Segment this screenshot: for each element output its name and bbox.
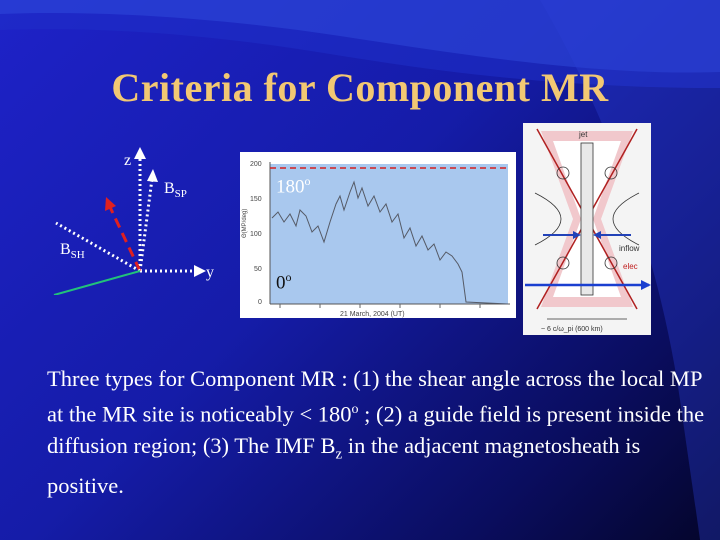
vector-diagram: [52, 145, 232, 300]
body-part-2: ; (2) a guide field is present inside the diffusion region; (3) The IMF B: [47, 401, 705, 458]
sketch-scale-label: ~ 6 c/ω_pi (600 km): [541, 326, 603, 333]
y-tick-0: 0: [258, 299, 262, 306]
y-tick-50: 50: [254, 266, 262, 273]
sketch-inflow-label: inflow: [619, 244, 640, 253]
y-axis-text: y: [206, 264, 214, 281]
y-tick-100: 100: [250, 231, 262, 238]
body-subscript-z: z: [335, 446, 343, 462]
bsh-label: [60, 241, 85, 261]
plot-x-axis-label: 21 March, 2004 (UT): [340, 311, 405, 318]
body-part-1: Three types for Component MR : (1) the shear angle across the local MP at the MR site is noticeably < 180: [47, 366, 702, 427]
annotation-0-value: 0: [276, 272, 286, 294]
annotation-180-value: 180: [276, 176, 305, 198]
criteria-text: [47, 363, 707, 501]
bsh-sub: SH: [70, 249, 85, 262]
plot-y-axis-label: Θ(MP/deg): [242, 208, 248, 238]
y-tick-150: 150: [250, 196, 262, 203]
slide-title: Criteria for Component MR: [111, 65, 609, 110]
annotation-180-degree: o: [304, 174, 311, 188]
y-axis-label: [206, 264, 214, 282]
sketch-elec-label: elec: [623, 262, 638, 271]
sketch-jet-label: jet: [579, 130, 588, 139]
z-axis-label: z: [124, 152, 132, 169]
bsp-label: [164, 180, 187, 200]
body-degree: o: [351, 402, 359, 417]
annotation-0-degree: o: [285, 270, 292, 284]
diffusion-region-sketch: [523, 123, 651, 335]
body-part-3: in the adjacent magnetosheath is positive.: [47, 432, 641, 498]
bsp-main: B: [164, 180, 175, 197]
y-tick-200: 200: [250, 161, 262, 168]
bsh-main: B: [60, 241, 71, 258]
annotation-180: [276, 174, 311, 198]
annotation-0: [276, 270, 292, 294]
bsp-sub: SP: [174, 188, 187, 201]
